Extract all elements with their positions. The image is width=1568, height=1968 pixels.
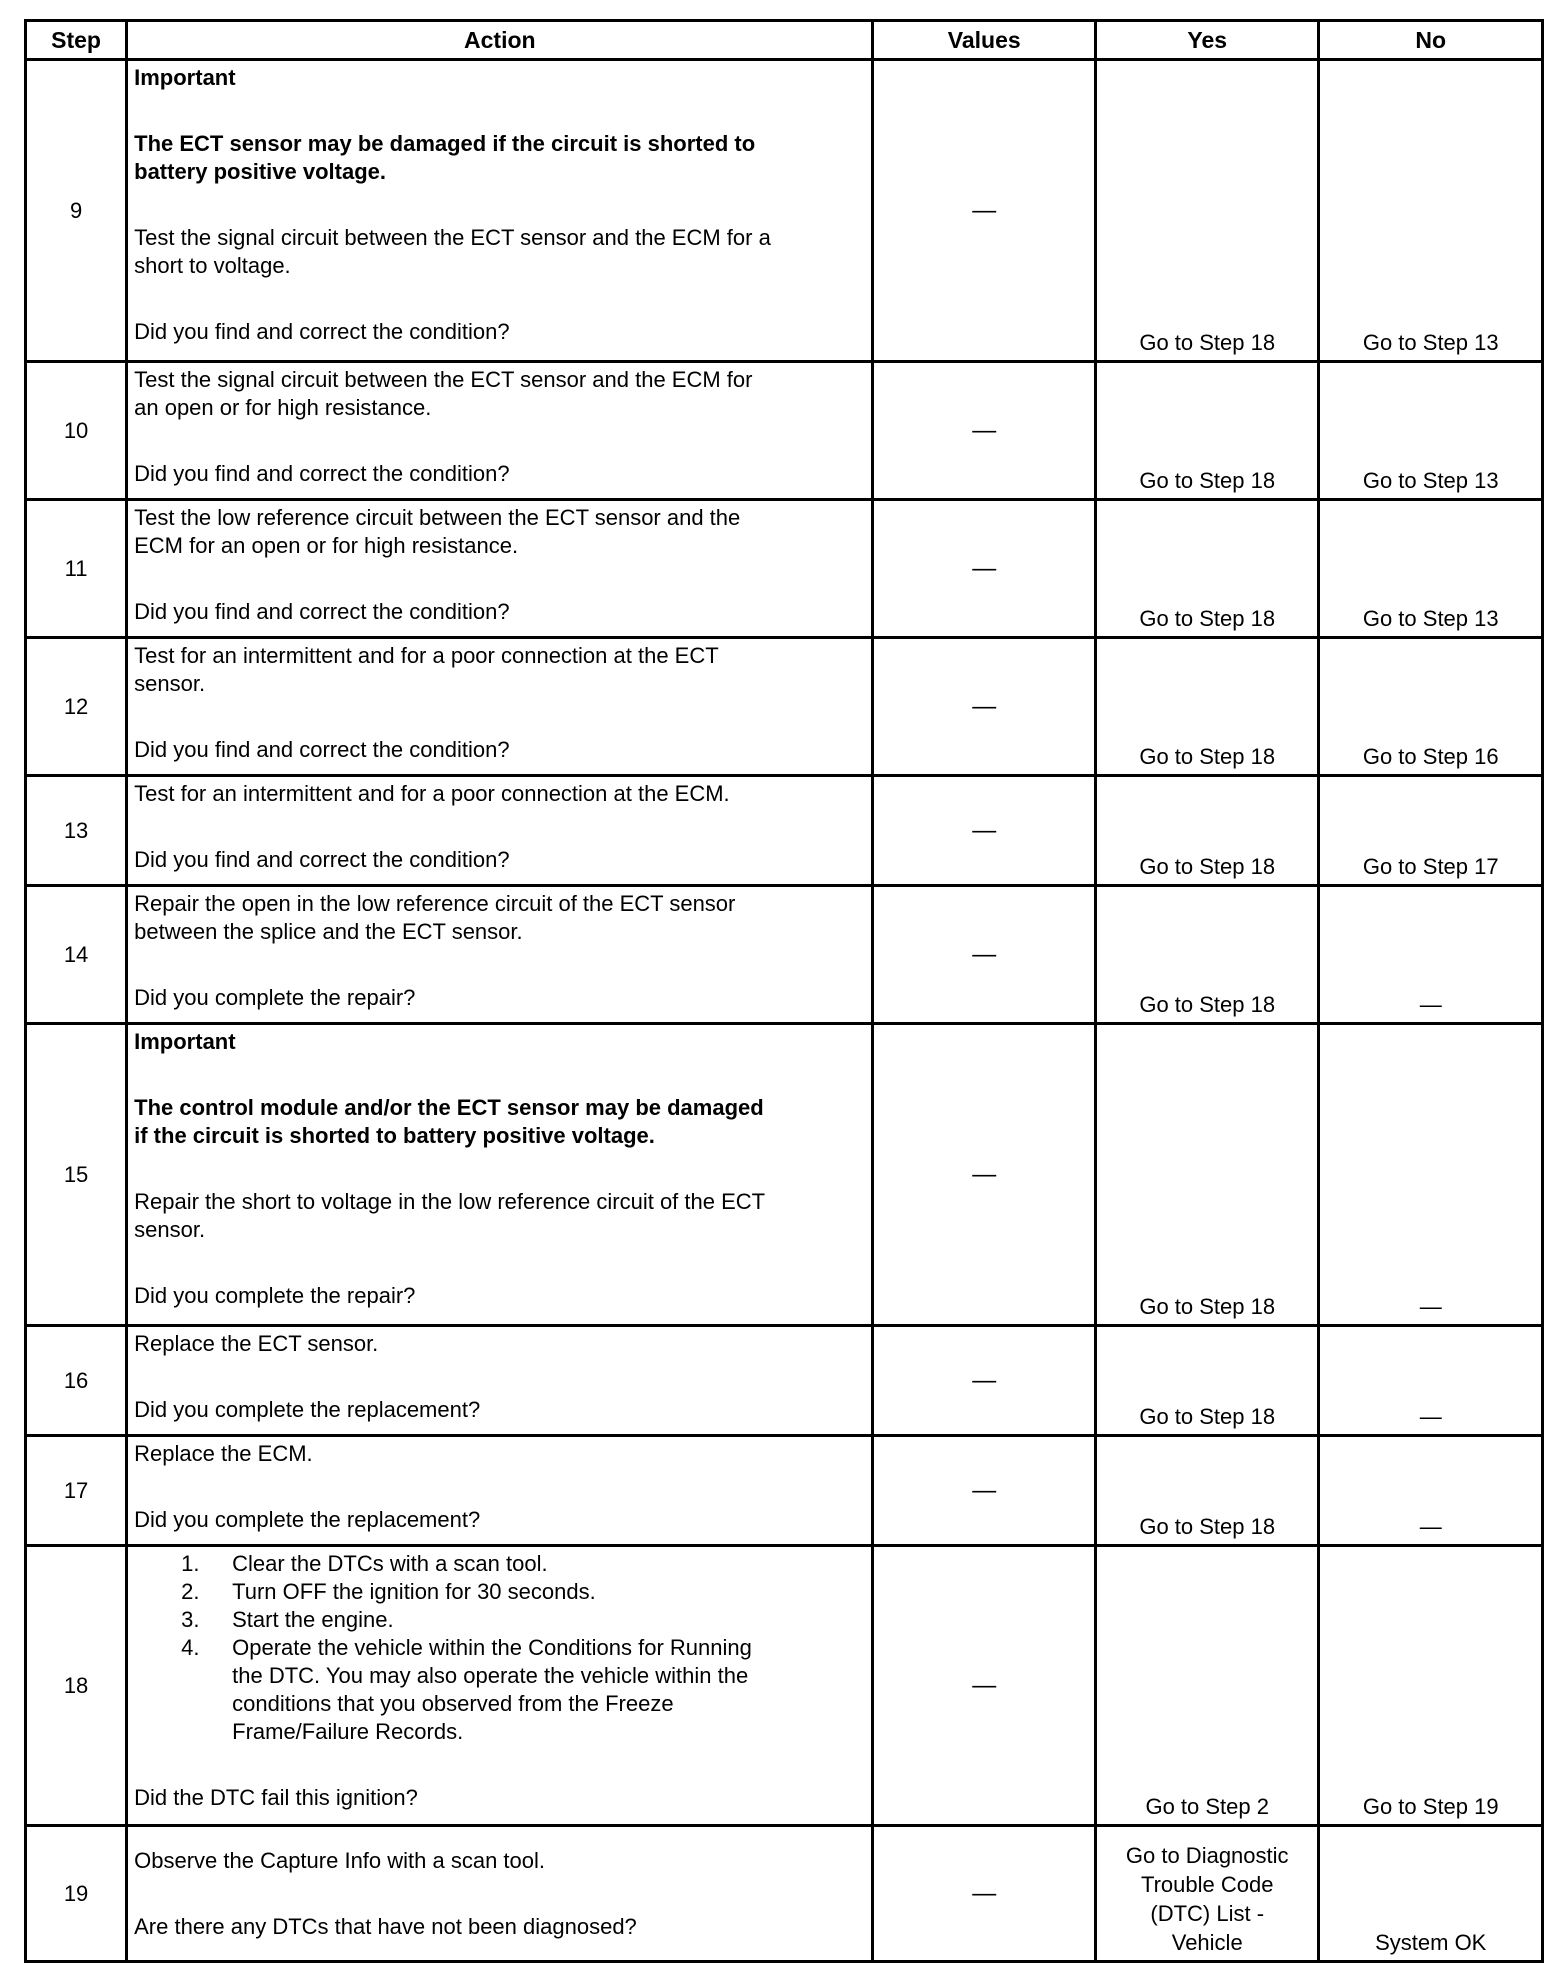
action-question: Did you find and correct the condition?: [134, 737, 510, 762]
yes-result: Go to Step 18: [1095, 60, 1319, 362]
action-text: between the splice and the ECT sensor.: [134, 919, 523, 944]
action-text: Test the low reference circuit between the ECT sensor and the: [134, 505, 741, 530]
step-number: 18: [26, 1546, 127, 1826]
action-question: Are there any DTCs that have not been diagnosed?: [134, 1913, 637, 1939]
step-number: 9: [26, 60, 127, 362]
list-item-text: Clear the DTCs with a scan tool.: [232, 1551, 548, 1576]
action-text: ECM for an open or for high resistance.: [134, 533, 519, 558]
action-text: short to voltage.: [134, 253, 291, 278]
warning-text: if the circuit is shorted to battery positive voltage.: [134, 1123, 655, 1148]
step-number: 12: [26, 638, 127, 776]
yes-result-line: Trouble Code: [1140, 1872, 1274, 1897]
yes-result-line: (DTC) List -: [1150, 1901, 1265, 1926]
table-row: [26, 1326, 1543, 1436]
values-cell: [873, 886, 1095, 1024]
values-dash: —: [972, 1671, 997, 1699]
action-question: Did you complete the replacement?: [134, 1397, 481, 1422]
values-cell: [873, 500, 1095, 638]
no-result: Go to Step 19: [1319, 1546, 1543, 1826]
values-dash: —: [972, 1366, 997, 1394]
no-result: —: [1319, 1326, 1543, 1436]
action-question: Did you find and correct the condition?: [134, 847, 510, 872]
action-cell: [127, 1024, 873, 1326]
yes-result-line: Vehicle: [1171, 1930, 1243, 1955]
yes-result: Go to Step 18: [1095, 776, 1319, 886]
table-row: [26, 638, 1543, 776]
step-number: 17: [26, 1436, 127, 1546]
step-number: 15: [26, 1024, 127, 1326]
list-item: [181, 1634, 865, 1746]
header-values: Values: [873, 21, 1095, 60]
procedure-list: [134, 1550, 865, 1746]
important-label: Important: [134, 65, 236, 90]
action-cell: [127, 500, 873, 638]
step-number: 16: [26, 1326, 127, 1436]
action-text: Test for an intermittent and for a poor connection at the ECM.: [134, 781, 730, 806]
action-text: Replace the ECT sensor.: [134, 1331, 379, 1356]
action-question: Did the DTC fail this ignition?: [134, 1785, 418, 1810]
action-question: Did you find and correct the condition?: [134, 599, 510, 624]
action-question: Did you find and correct the condition?: [134, 319, 510, 344]
table-row: [26, 500, 1543, 638]
values-cell: [873, 1546, 1095, 1826]
values-dash: —: [972, 1160, 997, 1188]
header-yes: Yes: [1095, 21, 1319, 60]
values-cell: [873, 638, 1095, 776]
list-item: [181, 1606, 865, 1634]
values-dash: —: [972, 196, 997, 224]
no-result: —: [1319, 886, 1543, 1024]
no-result: —: [1319, 1024, 1543, 1326]
values-cell: [873, 1826, 1095, 1962]
action-text: sensor.: [134, 1217, 206, 1242]
action-text: Repair the short to voltage in the low reference circuit of the ECT: [134, 1189, 766, 1214]
no-result: Go to Step 13: [1319, 362, 1543, 500]
table-row: [26, 60, 1543, 362]
action-cell: [127, 1826, 873, 1962]
values-dash: —: [972, 816, 997, 844]
action-cell: [127, 1326, 873, 1436]
action-cell: [127, 60, 873, 362]
yes-result: Go to Step 18: [1095, 362, 1319, 500]
yes-result: Go to Step 18: [1095, 500, 1319, 638]
header-row: [26, 21, 1543, 60]
yes-result: Go to Step 18: [1095, 1024, 1319, 1326]
no-result: System OK: [1319, 1826, 1543, 1962]
list-item: [181, 1550, 865, 1578]
step-number: 10: [26, 362, 127, 500]
list-item-number: 3.: [181, 1607, 200, 1632]
diagnostic-table-container: [24, 19, 1544, 1963]
header-action: Action: [127, 21, 873, 60]
table-row: [26, 1024, 1543, 1326]
action-text: sensor.: [134, 671, 206, 696]
values-cell: [873, 1024, 1095, 1326]
action-cell: [127, 886, 873, 1024]
list-item-number: 2.: [181, 1579, 200, 1604]
values-dash: —: [972, 416, 997, 444]
table-row: [26, 1546, 1543, 1826]
action-text: Observe the Capture Info with a scan tool.: [134, 1847, 546, 1873]
diagnostic-table: [24, 19, 1544, 1963]
table-row: [26, 1436, 1543, 1546]
action-cell: [127, 1436, 873, 1546]
values-dash: —: [972, 940, 997, 968]
yes-result-line: Go to Diagnostic: [1125, 1843, 1289, 1868]
list-item-text: Start the engine.: [232, 1607, 394, 1632]
action-question: Did you complete the repair?: [134, 1283, 416, 1308]
list-item-text: Operate the vehicle within the Conditions for Running: [232, 1635, 752, 1660]
no-result: Go to Step 17: [1319, 776, 1543, 886]
warning-text: The ECT sensor may be damaged if the circuit is shorted to: [134, 131, 756, 156]
action-text: Repair the open in the low reference circuit of the ECT sensor: [134, 891, 736, 916]
header-step: Step: [26, 21, 127, 60]
table-row: [26, 886, 1543, 1024]
yes-result: [1095, 1826, 1319, 1962]
action-text: Replace the ECM.: [134, 1441, 313, 1466]
table-row: [26, 776, 1543, 886]
step-number: 14: [26, 886, 127, 1024]
list-item: [181, 1578, 865, 1606]
values-dash: —: [972, 692, 997, 720]
list-item-text: the DTC. You may also operate the vehicle within the: [232, 1663, 749, 1688]
action-text: an open or for high resistance.: [134, 395, 432, 420]
header-no: No: [1319, 21, 1543, 60]
warning-text: The control module and/or the ECT sensor may be damaged: [134, 1095, 764, 1120]
step-number: 11: [26, 500, 127, 638]
action-cell: [127, 638, 873, 776]
list-item-text: conditions that you observed from the Freeze: [232, 1691, 674, 1716]
list-item-text: Turn OFF the ignition for 30 seconds.: [232, 1579, 596, 1604]
action-cell: [127, 1546, 873, 1826]
action-cell: [127, 776, 873, 886]
action-question: Did you find and correct the condition?: [134, 461, 510, 486]
yes-result: Go to Step 2: [1095, 1546, 1319, 1826]
action-text: Test for an intermittent and for a poor connection at the ECT: [134, 643, 719, 668]
action-question: Did you complete the replacement?: [134, 1507, 481, 1532]
values-dash: —: [972, 554, 997, 582]
values-dash: —: [972, 1879, 997, 1907]
table-row: [26, 362, 1543, 500]
important-label: Important: [134, 1029, 236, 1054]
values-cell: [873, 60, 1095, 362]
action-text: Test the signal circuit between the ECT sensor and the ECM for a: [134, 225, 771, 250]
values-dash: —: [972, 1476, 997, 1504]
no-result: Go to Step 13: [1319, 60, 1543, 362]
values-cell: [873, 1326, 1095, 1436]
table-row: [26, 1826, 1543, 1962]
warning-text: battery positive voltage.: [134, 159, 386, 184]
no-result: Go to Step 13: [1319, 500, 1543, 638]
values-cell: [873, 1436, 1095, 1546]
list-item-number: 1.: [181, 1551, 200, 1576]
yes-result: Go to Step 18: [1095, 638, 1319, 776]
list-item-number: 4.: [181, 1635, 200, 1660]
action-question: Did you complete the repair?: [134, 985, 416, 1010]
yes-result: Go to Step 18: [1095, 1436, 1319, 1546]
step-number: 19: [26, 1826, 127, 1962]
no-result: Go to Step 16: [1319, 638, 1543, 776]
values-cell: [873, 776, 1095, 886]
list-item-text: Frame/Failure Records.: [232, 1719, 464, 1744]
step-number: 13: [26, 776, 127, 886]
action-cell: [127, 362, 873, 500]
no-result: —: [1319, 1436, 1543, 1546]
action-text: Test the signal circuit between the ECT sensor and the ECM for: [134, 367, 753, 392]
yes-result: Go to Step 18: [1095, 1326, 1319, 1436]
values-cell: [873, 362, 1095, 500]
yes-result: Go to Step 18: [1095, 886, 1319, 1024]
